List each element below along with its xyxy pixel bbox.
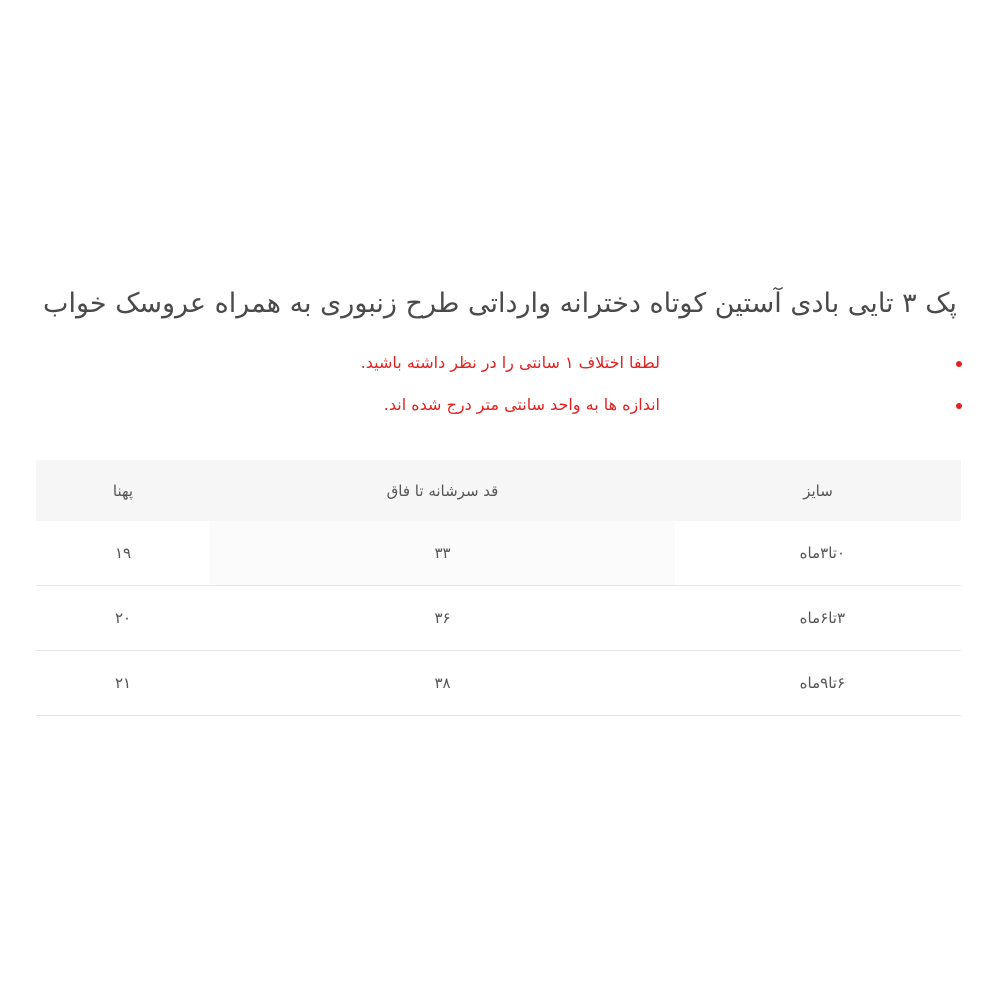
note-text: اندازه ها به واحد سانتی متر درج شده اند. xyxy=(383,395,660,414)
cell-width: ۲۰ xyxy=(114,609,132,627)
table-header xyxy=(36,460,961,521)
note-text: لطفا اختلاف ۱ سانتی را در نظر داشته باشید. xyxy=(360,353,660,372)
cell-shoulder-to-crotch: ۳۶ xyxy=(434,609,451,627)
bullet-icon xyxy=(956,403,962,409)
cell-width: ۲۱ xyxy=(114,674,132,692)
header-size: سایز xyxy=(803,481,833,500)
notes-list xyxy=(260,345,960,429)
cell-shoulder-to-crotch: ۳۳ xyxy=(210,521,675,586)
bullet-icon xyxy=(956,361,962,367)
table-header-row xyxy=(36,460,961,521)
size-table xyxy=(36,460,961,716)
note-item xyxy=(260,345,960,387)
cell-shoulder-to-crotch: ۳۸ xyxy=(434,674,451,692)
header-shoulder-to-crotch: قد سرشانه تا فاق xyxy=(386,481,499,500)
table-row xyxy=(36,586,961,651)
table-row xyxy=(36,651,961,716)
cell-width: ۱۹ xyxy=(114,544,132,562)
table-body xyxy=(36,521,961,716)
cell-size: ۶تا۹ماه xyxy=(799,674,845,692)
table-row xyxy=(36,521,961,586)
note-item xyxy=(260,387,960,429)
cell-size: ۰تا۳ماه xyxy=(799,544,845,562)
product-title: پک ۳ تایی بادی آستین کوتاه دخترانه وارداتی طرح زنبوری به همراه عروسک خواب xyxy=(43,288,957,319)
header-width: پهنا xyxy=(112,481,134,500)
cell-size: ۳تا۶ماه xyxy=(799,609,845,627)
